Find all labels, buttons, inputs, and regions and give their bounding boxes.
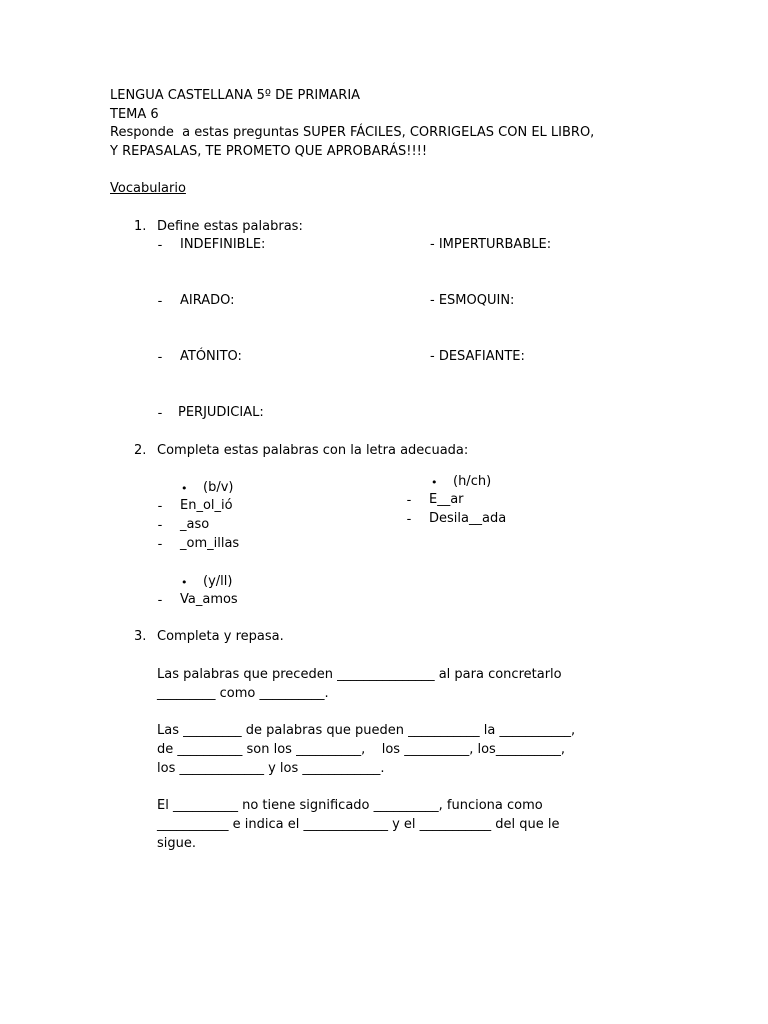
q1-word: - IMPERTURBABLE: [430,237,552,252]
bullet-icon: • [431,476,438,489]
q2-item: E__ar [429,492,464,507]
q2-item: Va_amos [180,592,238,607]
q1-prompt: Define estas palabras: [157,219,303,234]
q2-dash: - [406,512,412,527]
q2-number: 2. [134,443,147,458]
q2-prompt: Completa estas palabras con la letra adecuada: [157,443,469,458]
q3-para3-line: sigue. [157,836,197,851]
q1-word: PERJUDICIAL: [178,405,264,420]
q2-dash: - [157,593,163,608]
q3-para2-line: los _____________ y los ____________. [157,761,385,776]
q3-para2-line: de __________ son los __________, los __________, los__________, [157,742,565,757]
q2-item: Desila__ada [429,511,507,526]
bullet-icon: • [181,482,188,495]
section-title: Vocabulario [110,181,186,196]
q1-word: - DESAFIANTE: [430,349,525,364]
intro-line-2: Y REPASALAS, TE PROMETO QUE APROBARÁS!!!! [110,143,428,159]
q2-dash: - [406,493,412,508]
q2-item: En_ol_ió [180,498,233,513]
q3-prompt: Completa y repasa. [157,629,284,644]
q1-word: ATÓNITO: [180,349,242,364]
q1-word: INDEFINIBLE: [180,237,266,252]
q2-dash: - [157,537,163,552]
q2-item: _aso [180,517,210,532]
document-title: LENGUA CASTELLANA 5º DE PRIMARIA [110,88,361,103]
group-label-yll: (y/ll) [203,574,233,589]
q2-item: _om_illas [180,536,240,551]
q1-dash: - [157,406,163,421]
q2-dash: - [157,499,163,514]
q1-number: 1. [134,219,147,234]
q1-dash: - [157,238,163,253]
q1-dash: - [157,294,163,309]
group-label-hch: (h/ch) [453,474,492,489]
group-label-bv: (b/v) [203,480,234,495]
q1-word: AIRADO: [180,293,235,308]
bullet-icon: • [181,576,188,589]
q3-number: 3. [134,629,147,644]
q1-word: - ESMOQUIN: [430,293,515,308]
intro-line-1: Responde a estas preguntas SUPER FÁCILES, CORRIGELAS CON EL LIBRO, [110,125,595,140]
q3-para3-line: ___________ e indica el _____________ y el ___________ del que le [157,817,560,832]
q3-para2-line: Las _________ de palabras que pueden ___________ la ___________, [157,723,576,738]
q2-dash: - [157,518,163,533]
q3-para3-line: El __________ no tiene significado __________, funciona como [157,798,543,813]
q1-dash: - [157,350,163,365]
q3-para1-line: _________ como __________. [157,686,329,701]
tema-label: TEMA 6 [110,106,159,122]
q3-para1-line: Las palabras que preceden _______________ al para concretarlo [157,667,562,682]
